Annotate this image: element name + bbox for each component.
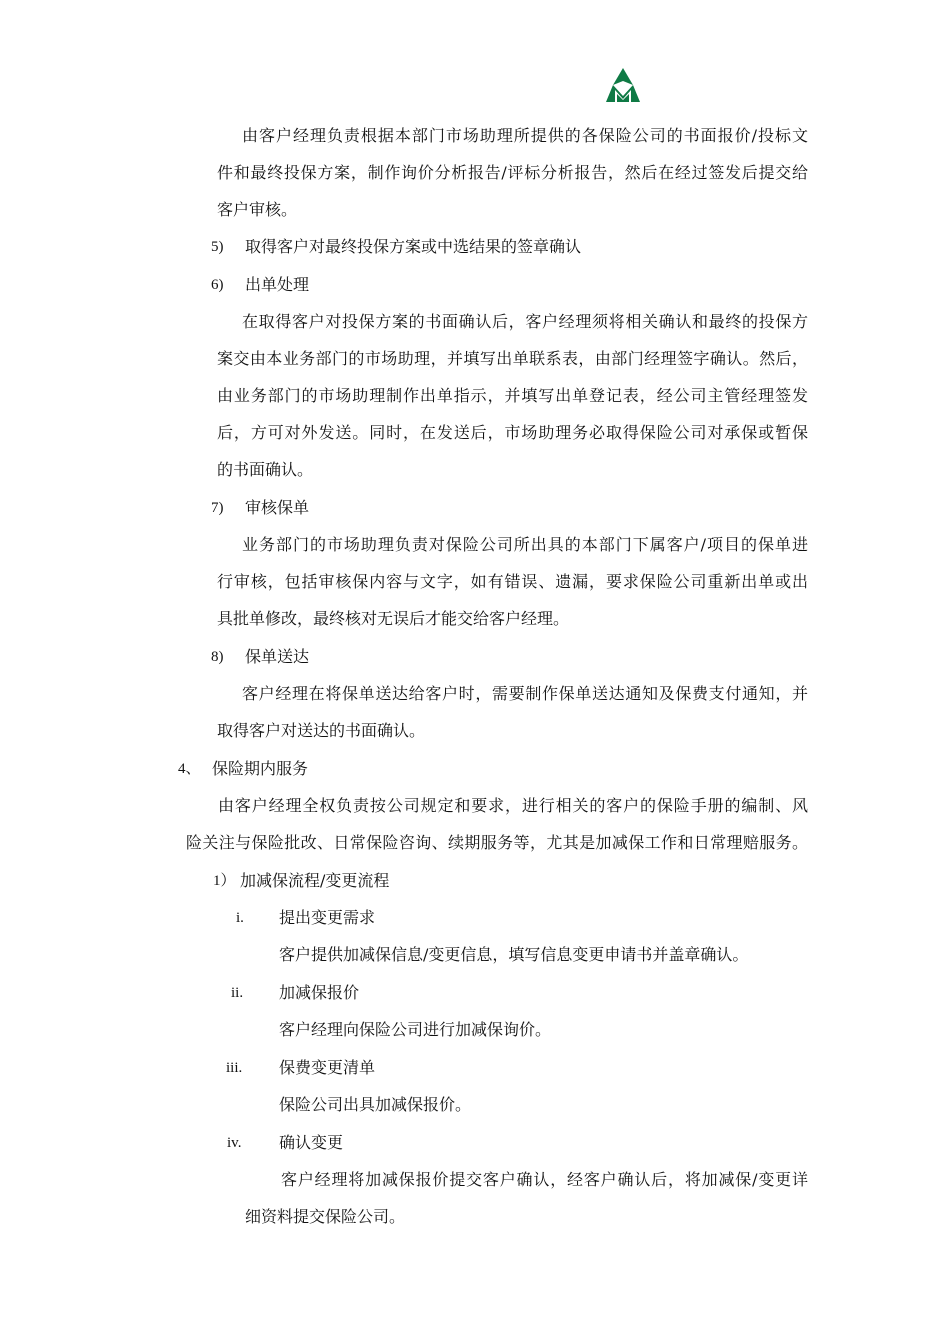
list-item-title: 出单处理 [245,275,310,294]
step-title: 保费变更清单 [279,1058,376,1077]
roman-number: iii. [226,1060,243,1076]
paragraph-line: 后，方可对外发送。同时，在发送后，市场助理务必取得保险公司对承保或暂保 [217,423,808,442]
subsection-number: 1） [213,873,236,889]
paragraph-line: 客户审核。 [217,200,298,219]
list-number: 6) [211,277,224,293]
step-title: 提出变更需求 [279,908,376,927]
paragraph-line: 由业务部门的市场助理制作出单指示，并填写出单登记表，经公司主管经理签发 [217,386,808,405]
paragraph-line: 案交由本业务部门的市场助理，并填写出单联系表，由部门经理签字确认。然后， [217,349,808,368]
paragraph-line: 险关注与保险批改、日常保险咨询、续期服务等，尤其是加减保工作和日常理赔服务。 [186,833,808,852]
section-title: 保险期内服务 [212,759,309,778]
section-number: 4、 [178,761,201,777]
list-item-title: 审核保单 [245,498,310,517]
paragraph-line: 件和最终投保方案，制作询价分析报告/评标分析报告，然后在经过签发后提交给 [217,163,808,182]
step-description: 保险公司出具加减保报价。 [279,1095,472,1114]
subsection-title: 加减保流程/变更流程 [240,871,390,890]
list-number: 5) [211,239,224,255]
paragraph-line: 行审核，包括审核保内容与文字，如有错误、遗漏，要求保险公司重新出单或出 [217,572,808,591]
step-description: 细资料提交保险公司。 [245,1207,406,1226]
list-number: 8) [211,649,224,665]
list-item-title: 保单送达 [245,647,310,666]
paragraph-line: 由客户经理负责根据本部门市场助理所提供的各保险公司的书面报价/投标文 [242,126,808,145]
roman-number: iv. [227,1135,242,1151]
paragraph-line: 业务部门的市场助理负责对保险公司所出具的本部门下属客户/项目的保单进 [242,535,808,554]
step-title: 确认变更 [279,1133,344,1152]
list-number: 7) [211,500,224,516]
paragraph-line: 取得客户对送达的书面确认。 [217,721,426,740]
paragraph-line: 的书面确认。 [217,460,314,479]
step-description: 客户经理将加减保报价提交客户确认，经客户确认后，将加减保/变更详 [281,1170,808,1189]
paragraph-line: 客户经理在将保单送达给客户时，需要制作保单送达通知及保费支付通知，并 [242,684,808,703]
company-logo [606,68,640,102]
roman-number: ii. [231,985,244,1001]
paragraph-line: 由客户经理全权负责按公司规定和要求，进行相关的客户的保险手册的编制、风 [218,796,808,815]
roman-number: i. [236,910,244,926]
step-description: 客户提供加减保信息/变更信息，填写信息变更申请书并盖章确认。 [279,945,749,964]
paragraph-line: 具批单修改，最终核对无误后才能交给客户经理。 [217,609,570,628]
list-item-title: 取得客户对最终投保方案或中选结果的签章确认 [245,237,582,256]
paragraph-line: 在取得客户对投保方案的书面确认后，客户经理须将相关确认和最终的投保方 [242,312,808,331]
step-title: 加减保报价 [279,983,360,1002]
step-description: 客户经理向保险公司进行加减保询价。 [279,1020,552,1039]
